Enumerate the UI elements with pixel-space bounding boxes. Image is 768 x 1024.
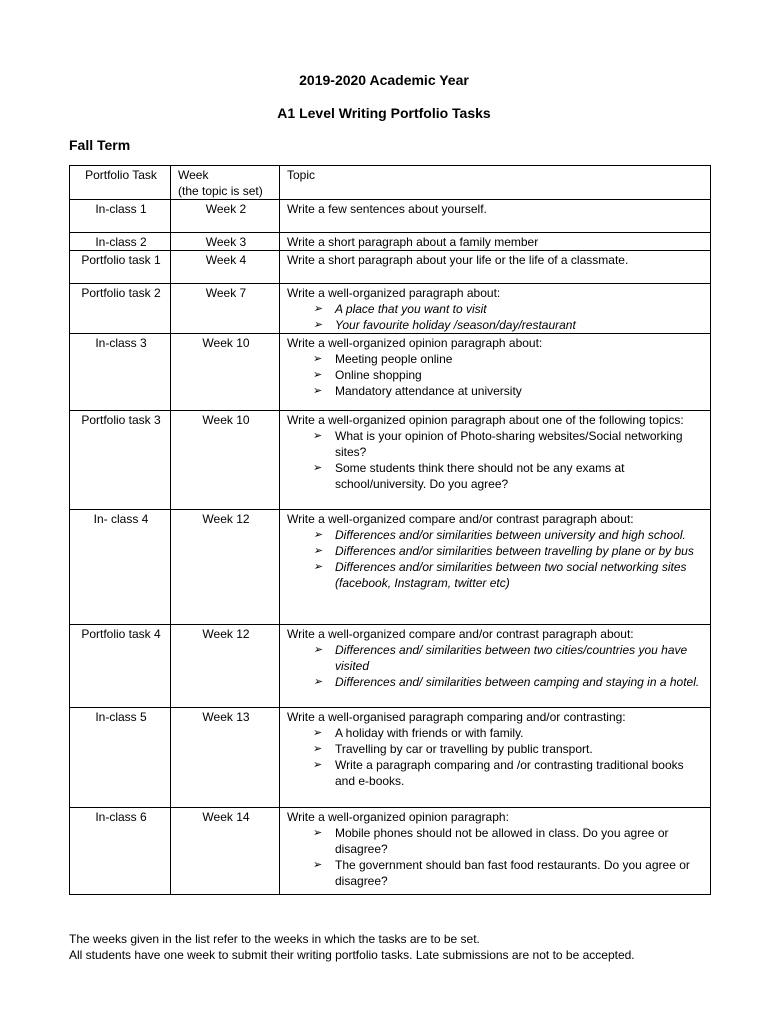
table-row bbox=[70, 251, 711, 284]
week-cell: Week 14 bbox=[171, 808, 280, 895]
table-row bbox=[70, 708, 711, 808]
footer-notes bbox=[69, 931, 635, 963]
table-row bbox=[70, 200, 711, 233]
task-name-cell: In-class 6 bbox=[70, 808, 171, 895]
topic-text: Write a few sentences about yourself. bbox=[287, 202, 487, 216]
topic-bullet-item: ➢ Meeting people online bbox=[313, 351, 705, 367]
task-name-cell: In-class 3 bbox=[70, 334, 171, 411]
table-row bbox=[70, 625, 711, 708]
topic-text: Write a well-organized opinion paragraph about: bbox=[287, 336, 543, 350]
header-week-line1: Week bbox=[178, 168, 209, 182]
task-name-cell: Portfolio task 2 bbox=[70, 284, 171, 334]
topic-bullet-item: ➢ Travelling by car or travelling by public transport. bbox=[313, 741, 705, 757]
topic-bullet-item: ➢ Write a paragraph comparing and /or contrasting traditional books and e-books. bbox=[313, 757, 705, 789]
topic-bullet-item: ➢ Your favourite holiday /season/day/restaurant bbox=[313, 317, 705, 333]
topic-cell bbox=[280, 510, 711, 625]
topic-cell bbox=[280, 233, 711, 251]
header-portfolio-task: Portfolio Task bbox=[70, 166, 171, 200]
week-cell: Week 12 bbox=[171, 625, 280, 708]
topic-bullet-item: ➢ A place that you want to visit bbox=[313, 301, 705, 317]
week-cell: Week 12 bbox=[171, 510, 280, 625]
topic-bullet-item: ➢ The government should ban fast food restaurants. Do you agree or disagree? bbox=[313, 857, 705, 889]
topic-bullet-list bbox=[287, 428, 705, 492]
footer-note-1: The weeks given in the list refer to the weeks in which the tasks are to be set. bbox=[69, 932, 480, 946]
topic-bullet-item: ➢ What is your opinion of Photo-sharing websites/Social networking sites? bbox=[313, 428, 705, 460]
topic-cell bbox=[280, 411, 711, 510]
topic-bullet-list bbox=[287, 725, 705, 789]
topic-bullet-list bbox=[287, 825, 705, 889]
table-row bbox=[70, 334, 711, 411]
topic-cell bbox=[280, 251, 711, 284]
topic-bullet-item: ➢ Differences and/or similarities between university and high school. bbox=[313, 527, 705, 543]
topic-cell bbox=[280, 200, 711, 233]
task-name-cell: Portfolio task 1 bbox=[70, 251, 171, 284]
topic-bullet-item: ➢ Differences and/or similarities between two social networking sites (facebook, Instagram, twitter etc) bbox=[313, 559, 705, 591]
week-cell: Week 13 bbox=[171, 708, 280, 808]
topic-bullet-list bbox=[287, 642, 705, 690]
table-row bbox=[70, 233, 711, 251]
week-cell: Week 3 bbox=[171, 233, 280, 251]
topic-cell bbox=[280, 625, 711, 708]
portfolio-tasks-table bbox=[69, 165, 711, 895]
academic-year-heading: 2019-2020 Academic Year bbox=[299, 72, 469, 88]
topic-text: Write a well-organized opinion paragraph about one of the following topics: bbox=[287, 413, 684, 427]
topic-text: Write a well-organized opinion paragraph: bbox=[287, 810, 509, 824]
topic-bullet-item: ➢ Differences and/ similarities between camping and staying in a hotel. bbox=[313, 674, 705, 690]
topic-cell bbox=[280, 284, 711, 334]
task-name-cell: In-class 1 bbox=[70, 200, 171, 233]
week-cell: Week 10 bbox=[171, 334, 280, 411]
topic-bullet-item: ➢ Differences and/ similarities between two cities/countries you have visited bbox=[313, 642, 705, 674]
topic-bullet-list bbox=[287, 351, 705, 399]
table-row bbox=[70, 411, 711, 510]
topic-bullet-item: ➢ Mandatory attendance at university bbox=[313, 383, 705, 399]
table-row bbox=[70, 510, 711, 625]
topic-text: Write a well-organised paragraph comparing and/or contrasting: bbox=[287, 710, 626, 724]
document-title: A1 Level Writing Portfolio Tasks bbox=[277, 105, 491, 121]
topic-text: Write a well-organized compare and/or contrast paragraph about: bbox=[287, 627, 634, 641]
topic-cell bbox=[280, 334, 711, 411]
header-week-line2: (the topic is set) bbox=[178, 184, 263, 198]
topic-cell bbox=[280, 808, 711, 895]
week-cell: Week 4 bbox=[171, 251, 280, 284]
topic-bullet-item: ➢ Mobile phones should not be allowed in class. Do you agree or disagree? bbox=[313, 825, 705, 857]
topic-text: Write a well-organized paragraph about: bbox=[287, 286, 501, 300]
week-cell: Week 2 bbox=[171, 200, 280, 233]
topic-bullet-list bbox=[287, 301, 705, 333]
topic-text: Write a short paragraph about your life or the life of a classmate. bbox=[287, 253, 629, 267]
topic-cell bbox=[280, 708, 711, 808]
topic-bullet-item: ➢ Differences and/or similarities between travelling by plane or by bus bbox=[313, 543, 705, 559]
table-row bbox=[70, 284, 711, 334]
header-topic: Topic bbox=[280, 166, 711, 200]
topic-text: Write a short paragraph about a family member bbox=[287, 235, 539, 249]
topic-bullet-item: ➢ A holiday with friends or with family. bbox=[313, 725, 705, 741]
topic-bullet-item: ➢ Some students think there should not be any exams at school/university. Do you agree? bbox=[313, 460, 705, 492]
topic-bullet-list bbox=[287, 527, 705, 591]
topic-text: Write a well-organized compare and/or contrast paragraph about: bbox=[287, 512, 634, 526]
task-name-cell: In-class 5 bbox=[70, 708, 171, 808]
term-heading: Fall Term bbox=[69, 137, 131, 153]
table-row bbox=[70, 808, 711, 895]
task-name-cell: In-class 2 bbox=[70, 233, 171, 251]
week-cell: Week 7 bbox=[171, 284, 280, 334]
table-header-row bbox=[70, 166, 711, 200]
task-name-cell: Portfolio task 3 bbox=[70, 411, 171, 510]
week-cell: Week 10 bbox=[171, 411, 280, 510]
task-name-cell: Portfolio task 4 bbox=[70, 625, 171, 708]
topic-bullet-item: ➢ Online shopping bbox=[313, 367, 705, 383]
footer-note-2: All students have one week to submit their writing portfolio tasks. Late submissions are not to be accepted. bbox=[69, 948, 635, 962]
header-week bbox=[171, 166, 280, 200]
task-name-cell: In- class 4 bbox=[70, 510, 171, 625]
